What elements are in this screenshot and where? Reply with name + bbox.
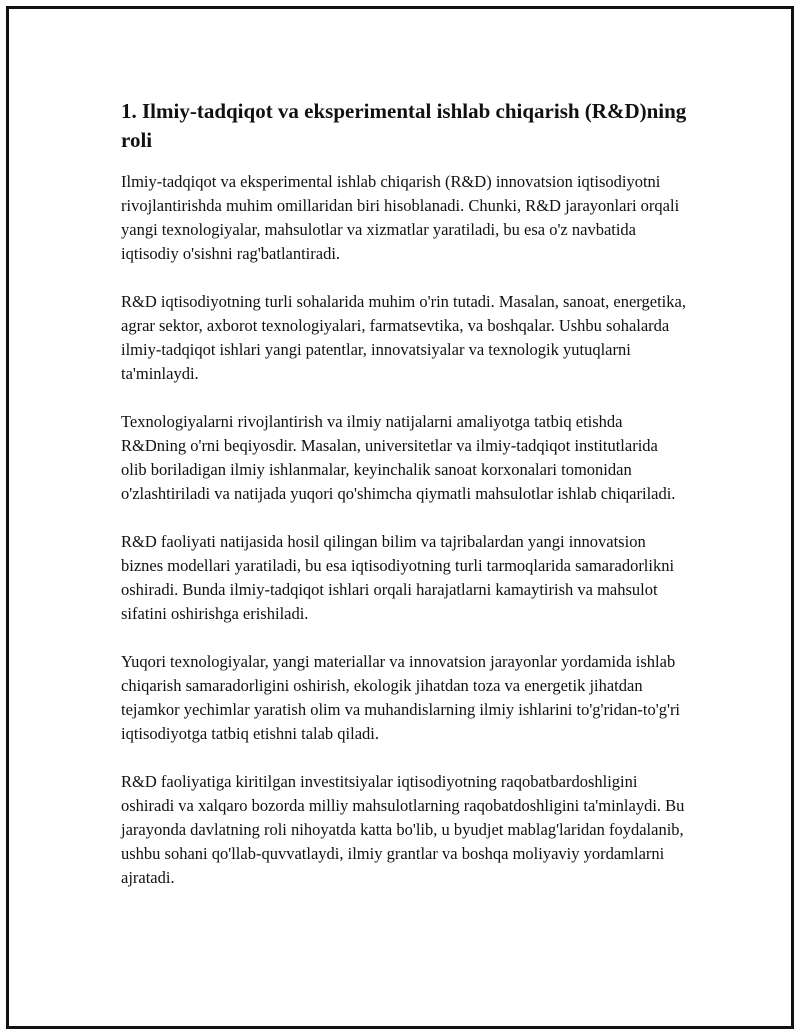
paragraph-6: R&D faoliyatiga kiritilgan investitsiyalar iqtisodiyotning raqobatbardoshligini oshiradi va xalqaro bozorda milliy mahsulotlarning raqobatdoshligini ta'minlaydi. Bu jarayonda davlatning roli nihoyatda katta bo'lib, u byudjet mablag'laridan foydalanib, ushbu sohani qo'llab-quvvatlaydi, ilmiy grantlar va boshqa moliyaviy yordamlarni ajratadi.: [121, 772, 685, 887]
document-body: [121, 97, 687, 914]
paragraph-3: Texnologiyalarni rivojlantirish va ilmiy natijalarni amaliyotga tatbiq etishda R&Dning o'rni beqiyosdir. Masalan, universitetlar va ilmiy-tadqiqot institutlarida olib boriladigan ilmiy ishlanmalar, keyinchalik sanoat korxonalari tomonidan o'zlashtiriladi va natijada yuqori qo'shimcha qiymatli mahsulotlar ishlab chiqariladi.: [121, 412, 676, 503]
paragraph-1: Ilmiy-tadqiqot va eksperimental ishlab chiqarish (R&D) innovatsion iqtisodiyotni rivojlantirishda muhim omillaridan biri hisoblanadi. Chunki, R&D jarayonlari orqali yangi texnologiyalar, mahsulotlar va xizmatlar yaratiladi, bu esa o'z navbatida iqtisodiy o'sishni rag'batlantiradi.: [121, 172, 680, 263]
section-heading: 1. Ilmiy-tadqiqot va eksperimental ishlab chiqarish (R&D)ning roli: [121, 99, 687, 152]
paragraph-2: R&D iqtisodiyotning turli sohalarida muhim o'rin tutadi. Masalan, sanoat, energetika, agrar sektor, axborot texnologiyalari, farmatsevtika, va boshqalar. Ushbu sohalarda ilmiy-tadqiqot ishlari yangi patentlar, innovatsiyalar va texnologik yutuqlarni ta'minlaydi.: [121, 292, 686, 383]
page-frame: [6, 6, 794, 1029]
paragraph-5: Yuqori texnologiyalar, yangi materiallar va innovatsion jarayonlar yordamida ishlab chiqarish samaradorligini oshirish, ekologik jihatdan toza va energetik jihatdan tejamkor yechimlar yaratish olim va muhandislarning ilmiy ishlarini to'g'ridan-to'g'ri iqtisodiyotga tatbiq etishni talab qiladi.: [121, 652, 681, 743]
paragraph-4: R&D faoliyati natijasida hosil qilingan bilim va tajribalardan yangi innovatsion biznes modellari yaratiladi, bu esa iqtisodiyotning turli tarmoqlarida samaradorlikni oshiradi. Bunda ilmiy-tadqiqot ishlari orqali harajatlarni kamaytirish va mahsulot sifatini oshirishga erishiladi.: [121, 532, 675, 623]
